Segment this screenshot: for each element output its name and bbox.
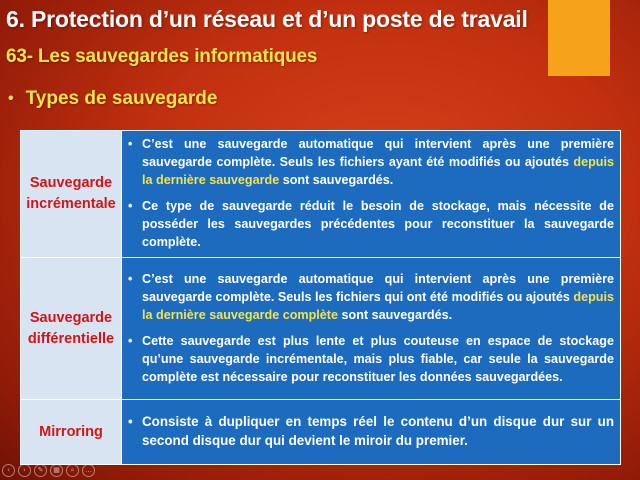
table-row-differential xyxy=(21,258,621,400)
slide-subtitle: 63- Les sauvegardes informatiques xyxy=(6,46,318,67)
accent-bar xyxy=(548,0,610,76)
row-label-incremental xyxy=(21,131,122,258)
prev-arrow-icon[interactable]: ‹ xyxy=(2,464,15,477)
list-item xyxy=(128,412,614,450)
row-content-mirroring xyxy=(122,400,621,465)
row-label-line: Sauvegarde xyxy=(29,309,113,326)
table-row-mirroring xyxy=(21,400,621,465)
row-label-mirroring xyxy=(21,400,122,465)
list-item-text: Cette sauvegarde est plus lente et plus couteuse en espace de stockage qu’une sauvegarde incrémentale, mais plus fiable, car seule la sauvegarde complète est nécessaire pour reconstituer les données sauvegardées. xyxy=(142,333,614,384)
backup-types-table xyxy=(20,130,621,465)
section-heading-text: Types de sauvegarde xyxy=(25,88,218,109)
list-item xyxy=(128,270,614,324)
row-content-differential xyxy=(122,258,621,400)
list-item xyxy=(128,332,614,386)
next-arrow-icon[interactable]: › xyxy=(18,464,31,477)
highlight-text: depuis la dernière sauvegarde complète xyxy=(142,289,614,322)
table-row-incremental xyxy=(21,131,621,258)
list-item-text: C’est une sauvegarde automatique qui intervient après une première sauvegarde complète. Seuls les fichiers ayant été modifiés ou ajoutés depuis la dernière sauvegarde sont sauvegardés. xyxy=(142,137,614,187)
slide-title: 6. Protection d’un réseau et d’un poste de travail xyxy=(6,6,528,32)
bullet-icon: • xyxy=(128,414,133,429)
pen-icon[interactable]: ✎ xyxy=(34,464,47,477)
list-item-text: C’est une sauvegarde automatique qui intervient après une première sauvegarde complète. Seuls les fichiers qui ont été modifiés ou ajoutés depuis la dernière sauvegarde complète sont sauvegardés. xyxy=(142,271,614,322)
slideshow-toolbar xyxy=(2,463,95,477)
bullet-icon: • xyxy=(128,333,133,348)
section-heading xyxy=(8,88,217,110)
row-label-line: différentielle xyxy=(27,330,115,347)
list-item xyxy=(128,135,614,189)
list-item-text: Ce type de sauvegarde réduit le besoin de stockage, mais nécessite de posséder les sauvegardes précédentes pour reconstituer la sauvegarde complète. xyxy=(142,199,614,249)
row-label-line: Mirroring xyxy=(39,423,103,440)
list-item xyxy=(128,197,614,251)
row-label-differential xyxy=(21,258,122,400)
row-label-line: incrémentale xyxy=(26,196,116,212)
highlight-text: depuis la dernière sauvegarde xyxy=(142,155,614,187)
bullet-dot-icon: • xyxy=(8,90,14,107)
bullet-icon: • xyxy=(128,199,133,213)
bullet-icon: • xyxy=(128,271,133,286)
bullet-icon: • xyxy=(128,137,133,151)
list-item-text: Consiste à dupliquer en temps réel le contenu d’un disque dur sur un second disque dur qui devient le miroir du premier. xyxy=(142,414,614,448)
slides-grid-icon[interactable]: ▦ xyxy=(50,464,63,477)
zoom-icon[interactable]: ⌕ xyxy=(66,464,79,477)
row-content-incremental xyxy=(122,131,621,258)
more-options-icon[interactable]: … xyxy=(82,464,95,477)
row-label-line: Sauvegarde xyxy=(29,175,113,191)
